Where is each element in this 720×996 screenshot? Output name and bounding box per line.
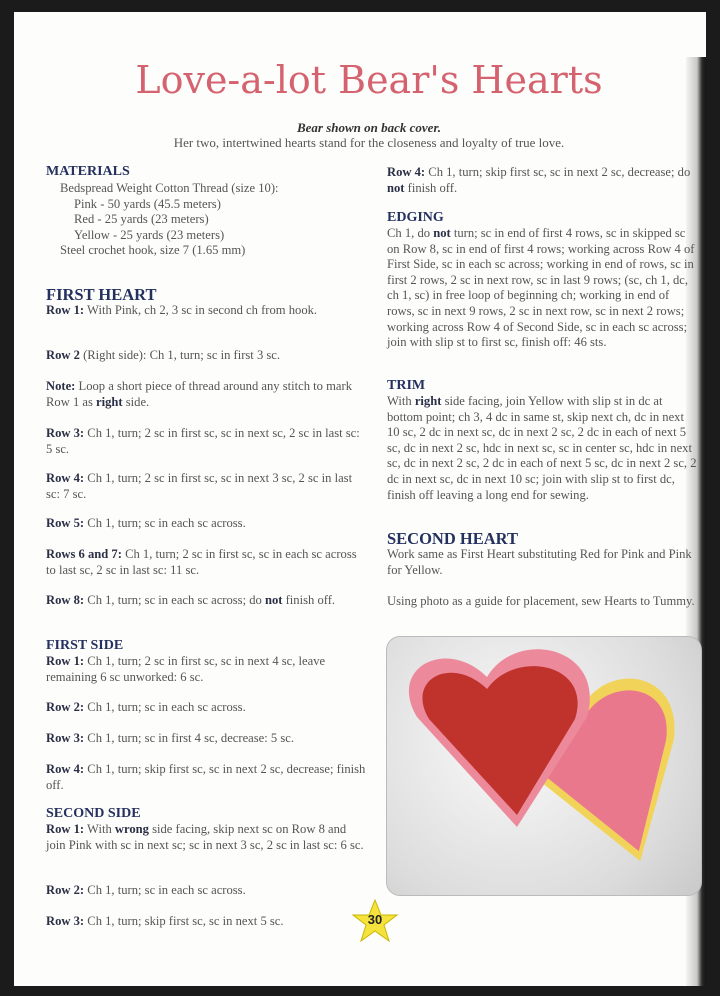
bold-text: not <box>387 180 405 195</box>
text: turn; sc in end of first 4 rows, sc in skipped sc on Row 8, sc in end of first 4 rows; working across Row 4 of First Side, sc in each sc across; working in end of rows, sc in first 2 rows, 2 sc in next row, sc in last 9 rows; (sc, ch 1, dc, ch 1, sc) in free loop of beginning ch; working in end of rows, sc in next 9 rows, 2 sc in next row, sc in next 2 rows; working across Row 4 of Second Side, sc in each sc across; join with slip st to first sc, finish off: 46 sts. <box>387 226 695 350</box>
text: Using photo as a guide for placement, sew Hearts to Tummy. <box>387 594 695 608</box>
first-side-heading: FIRST SIDE <box>46 638 124 653</box>
instruction <box>46 516 368 532</box>
bold-text: Row 2: <box>46 883 85 897</box>
intro-text: Her two, intertwined hearts stand for the closeness and loyalty of true love. <box>173 135 565 150</box>
materials-heading: MATERIALS <box>46 164 130 179</box>
text: Ch 1, turn; sc in first 3 sc. <box>149 348 281 362</box>
material-item: Steel crochet hook, size 7 (1.65 mm) <box>60 243 246 258</box>
text: Ch 1, turn; 2 sc in first sc, sc in next sc, 2 sc in last sc: 5 sc. <box>46 426 360 456</box>
material-item: Pink - 50 yards (45.5 meters) <box>74 196 221 211</box>
material-item: Bedspread Weight Cotton Thread (size 10): <box>60 181 279 195</box>
edging-text <box>387 226 699 351</box>
text: With Pink, ch 2, 3 sc in second ch from hook. <box>84 303 318 317</box>
trim-text <box>387 394 699 503</box>
text: Ch 1, turn; 2 sc in first sc, sc in next 4 sc, leave remaining 6 sc unworked: 6 sc. <box>46 654 326 684</box>
instruction <box>387 547 699 578</box>
text: Ch 1, turn; 2 sc in first sc, sc in next 3 sc, 2 sc in last sc: 7 sc. <box>46 471 353 501</box>
instruction <box>46 731 368 747</box>
material-item: Red - 25 yards (23 meters) <box>74 212 209 227</box>
second-heart-heading: SECOND HEART <box>387 529 518 548</box>
bold-text: Row 3: <box>46 426 85 440</box>
text: (Right side): <box>79 348 150 362</box>
instruction <box>46 547 368 578</box>
bold-text: Row 8: <box>46 593 85 607</box>
instruction <box>46 822 368 853</box>
bold-text: Row 3: <box>46 914 85 928</box>
text: side facing, join Yellow with slip st in dc at bottom point; ch 3, 4 dc in same st, skip next ch, dc in next 10 sc, 2 dc in next sc, dc in next 2 sc, 2 dc in each of next 5 sc, dc in next 2 sc, hdc in next sc, sc in center sc, hdc in next sc, dc in next 2 sc, 2 dc in each of next 5 sc, dc in next 2 sc, 2 dc in next sc, dc in next 10 sc; join with slip st to first dc, finish off leaving a long end for sewing. <box>387 394 697 502</box>
bold-text: Row 4: <box>387 165 426 179</box>
text: Ch 1, turn; skip first sc, sc in next 2 sc, decrease; finish off. <box>46 762 366 792</box>
bold-text: Row 5: <box>46 516 85 530</box>
first-heart-heading: FIRST HEART <box>46 285 157 304</box>
text: side facing, skip next sc on Row 8 and join Pink with sc in next sc; sc in next 3 sc, 2 sc in last sc: 6 sc. <box>46 822 364 852</box>
text: finish off. <box>282 593 336 607</box>
text: Work same as First Heart substituting Red for Pink and Pink for Yellow. <box>387 547 692 577</box>
bold-text: Row 1: <box>46 654 85 668</box>
text: Ch 1, do <box>387 226 434 240</box>
text: Ch 1, turn; sc in each sc across. <box>84 516 246 530</box>
instruction <box>46 593 368 609</box>
text: Ch 1, turn; 2 sc in first sc, sc in each sc across to last sc, 2 sc in last sc: 11 sc. <box>46 547 357 577</box>
bold-text: wrong <box>114 822 149 836</box>
edging-heading: EDGING <box>387 210 444 225</box>
instruction <box>46 303 368 319</box>
note <box>46 379 368 410</box>
page-number: 30 <box>367 912 383 927</box>
page-title: Love-a-lot Bear's Hearts <box>135 58 603 102</box>
text: With <box>387 394 415 408</box>
bold-text: Row 4: <box>46 471 85 485</box>
bold-text: Row 3: <box>46 731 85 745</box>
text: Ch 1, turn; sc in each sc across. <box>84 883 246 897</box>
materials-list <box>46 181 368 259</box>
instruction <box>387 594 699 610</box>
text: side. <box>122 394 150 409</box>
instruction <box>46 700 368 716</box>
bold-text: Rows 6 and 7: <box>46 547 122 561</box>
text: Ch 1, turn; sc in each sc across. <box>84 700 246 714</box>
text: Ch 1, turn; sc in first 4 sc, decrease: 5 sc. <box>84 731 294 745</box>
bold-text: right <box>96 394 123 409</box>
text: Ch 1, turn; skip first sc, sc in next 5 sc. <box>84 914 284 928</box>
instruction <box>46 471 368 502</box>
instruction <box>46 883 368 899</box>
trim-heading: TRIM <box>387 378 426 393</box>
text: With <box>84 822 115 836</box>
bold-text: not <box>433 226 451 240</box>
text: Ch 1, turn; skip first sc, sc in next 2 sc, decrease; do <box>425 165 691 179</box>
instruction <box>46 914 368 930</box>
bold-text: not <box>264 593 283 607</box>
instruction <box>46 654 368 685</box>
instruction <box>46 426 368 457</box>
second-side-heading: SECOND SIDE <box>46 806 141 821</box>
instruction <box>387 165 709 196</box>
crochet-hearts-image <box>387 637 701 895</box>
subtitle: Bear shown on back cover. <box>296 120 442 135</box>
instruction <box>46 762 368 793</box>
bold-text: right <box>414 394 442 408</box>
text: Loop a short piece of thread around any stitch to mark Row 1 as <box>46 379 353 409</box>
hearts-photo <box>386 636 702 896</box>
text: Ch 1, turn; sc in each sc across; do <box>84 593 265 607</box>
bold-text: Row 1: <box>46 822 85 836</box>
bold-text: Row 2 <box>46 348 80 362</box>
text: finish off. <box>404 180 458 195</box>
bold-text: Row 4: <box>46 762 85 776</box>
bold-text: Note: <box>46 379 76 393</box>
material-item: Yellow - 25 yards (23 meters) <box>74 227 225 242</box>
bold-text: Row 1: <box>46 303 85 317</box>
bold-text: Row 2: <box>46 700 85 714</box>
instruction <box>46 348 368 364</box>
